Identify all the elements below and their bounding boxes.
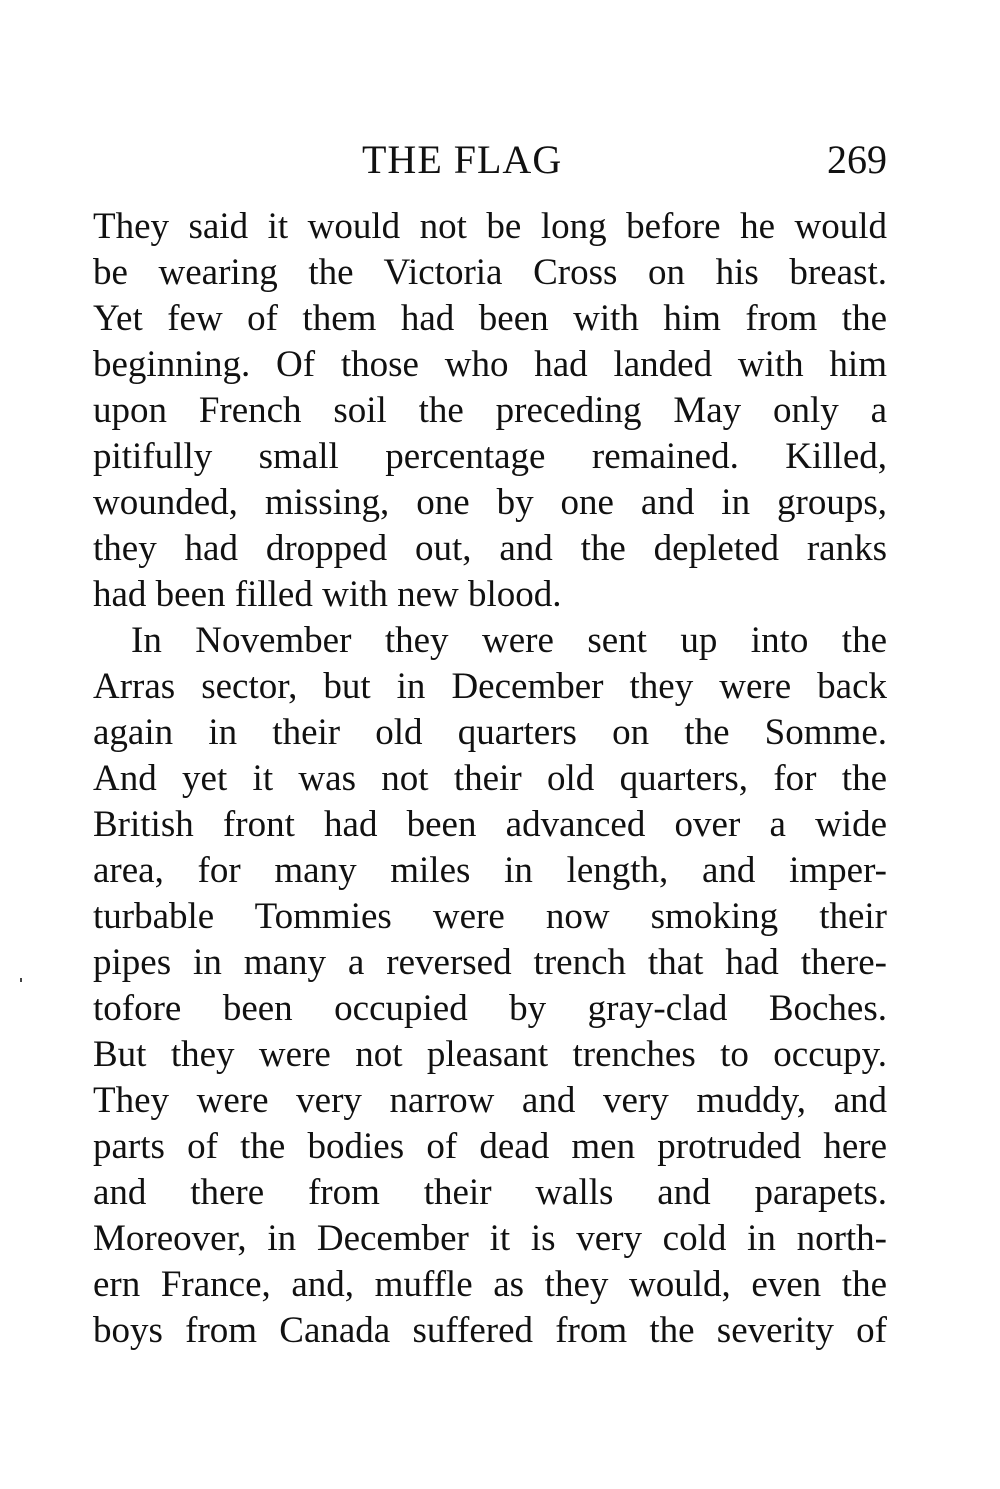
text-line: upon French soil the preceding May only a bbox=[93, 390, 887, 431]
text-line: Moreover, in December it is very cold in north- bbox=[93, 1218, 887, 1259]
text-line: ern France, and, muffle as they would, even the bbox=[93, 1264, 887, 1305]
text-line: But they were not pleasant trenches to occupy. bbox=[93, 1034, 887, 1075]
running-title: THE FLAG bbox=[362, 137, 563, 182]
text-line: They were very narrow and very muddy, and bbox=[93, 1080, 887, 1121]
text-line: they had dropped out, and the depleted ranks bbox=[93, 528, 887, 569]
text-line: and there from their walls and parapets. bbox=[93, 1172, 887, 1213]
margin-speck bbox=[20, 978, 22, 982]
text-line: pitifully small percentage remained. Killed, bbox=[93, 436, 887, 477]
page-number: 269 bbox=[827, 137, 887, 182]
text-line: area, for many miles in length, and imper- bbox=[93, 850, 887, 891]
text-line: turbable Tommies were now smoking their bbox=[93, 896, 887, 937]
text-line: Arras sector, but in December they were back bbox=[93, 666, 887, 707]
text-line: be wearing the Victoria Cross on his breast. bbox=[93, 252, 887, 293]
text-line: British front had been advanced over a wide bbox=[93, 804, 887, 845]
text-line: beginning. Of those who had landed with him bbox=[93, 344, 887, 385]
text-line: And yet it was not their old quarters, for the bbox=[93, 758, 887, 799]
body-text bbox=[93, 204, 887, 1354]
text-line: pipes in many a reversed trench that had there- bbox=[93, 942, 887, 983]
text-line: parts of the bodies of dead men protruded here bbox=[93, 1126, 887, 1167]
text-line: again in their old quarters on the Somme. bbox=[93, 712, 887, 753]
text-line: tofore been occupied by gray-clad Boches. bbox=[93, 988, 887, 1029]
text-line: They said it would not be long before he would bbox=[93, 206, 887, 247]
text-line: wounded, missing, one by one and in groups, bbox=[93, 482, 887, 523]
text-line: had been filled with new blood. bbox=[93, 574, 562, 615]
text-line: In November they were sent up into the bbox=[131, 620, 887, 661]
text-line: Yet few of them had been with him from the bbox=[93, 298, 887, 339]
text-line: boys from Canada suffered from the severity of bbox=[93, 1310, 887, 1351]
